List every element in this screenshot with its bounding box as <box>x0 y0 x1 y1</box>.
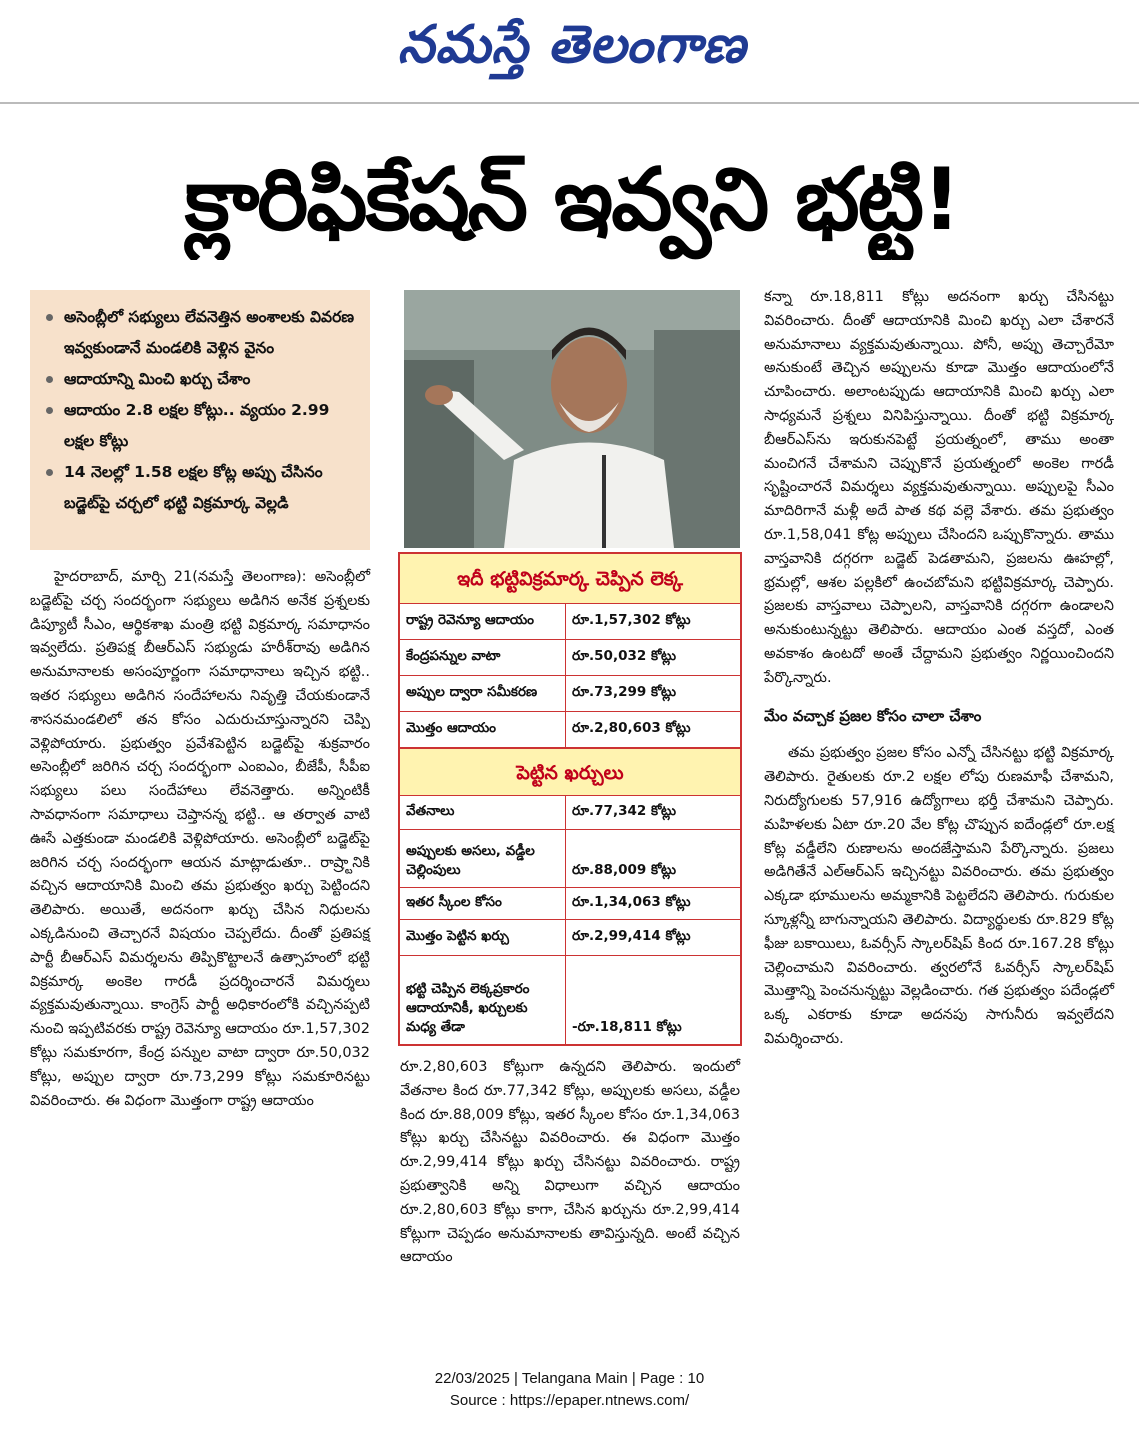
table-row <box>400 888 740 920</box>
budget-table <box>398 552 742 1046</box>
row-value: రూ.50,032 కోట్లు <box>572 648 677 664</box>
row-label: వేతనాలు <box>400 796 566 829</box>
table-row <box>400 640 740 676</box>
row-label: భట్టి చెప్పిన లెక్కప్రకారం ఆదాయానికీ, ఖర్చులకు మధ్య తేడా <box>400 956 566 1044</box>
table-row <box>400 796 740 830</box>
row-label: మొత్తం ఆదాయం <box>400 712 566 747</box>
table-row <box>400 920 740 956</box>
table-row <box>400 712 740 748</box>
highlight-item: 14 నెలల్లో 1.58 లక్షల కోట్ల అప్పు చేసినం బడ్జెట్‌పై చర్చలో భట్టి విక్రమార్క వెల్లడి <box>40 457 360 519</box>
row-value: -రూ.18,811 కోట్లు <box>572 1019 682 1035</box>
article-paragraph: రూ.2,80,603 కోట్లుగా ఉన్నదని తెలిపారు. ఇందులో వేతనాల కింద రూ.77,342 కోట్లు, అప్పులకు అసలు, వడ్డీల కింద రూ.88,009 కోట్లు, ఇతర స్కీంల కోసం రూ.1,34,063 కోట్లు ఖర్చు చేసినట్టు వివరించారు. ఈ విధంగా మొత్తం రూ.2,99,414 కోట్లు ఖర్చు చేసినట్టు వివరించారు. రాష్ట్ర ప్రభుత్వానికి అన్ని విధాలుగా వచ్చిన ఆదాయం రూ.2,80,603 కోట్లు కాగా, చేసిన ఖర్చును రూ.2,99,414 కోట్లుగా చెప్పడం అనుమానాలకు తావిస్తున్నది. అంటే వచ్చిన ఆదాయం <box>400 1059 740 1266</box>
masthead <box>0 0 1139 104</box>
news-photo <box>404 290 740 548</box>
row-label: కేంద్రపన్నుల వాటా <box>400 640 566 675</box>
row-label: ఇతర స్కీంల కోసం <box>400 888 566 919</box>
table-row <box>400 830 740 888</box>
row-label: అప్పులకు అసలు, వడ్డీల చెల్లింపులు <box>400 830 566 887</box>
article-paragraph: కన్నా రూ.18,811 కోట్లు అదనంగా ఖర్చు చేసినట్టు వివరించారు. దీంతో ఆదాయానికి మించి ఖర్చు ఎలా చేశారనే అనుమానాలు వ్యక్తమవుతున్నాయి. పోనీ, అప్పు తెచ్చారేమో అనుకుంటే తెచ్చిన అప్పులను కూడా మొత్తం ఆదాయంలోనే చూపించారు. అలాంటప్పుడు ఆదాయానికి మించి ఖర్చు ఎలా సాధ్యమనే ప్రశ్నలు వినిపిస్తున్నాయి. దీంతో భట్టి విక్రమార్క బీఆర్‌ఎస్‌ను ఇరుకునపెట్టే ప్రయత్నంలో, తాము అంతా మంచిగనే చేశామని చెప్పుకొనే ప్రయత్నంలో అంకెల గారడీ సృష్టించారనే విమర్శలు వ్యక్తమవుతున్నాయి. అప్పులపై సీఎం మాదిరిగానే మళ్లీ అదే పాత కథ వల్లె వేశారు. తమ ప్రభుత్వం రూ.1,58,041 కోట్ల అప్పులు చేసిందని ఒప్పుకొన్నారు. తాము వాస్తవానికి దగ్గరగా బడ్జెట్ పెడతామని, ప్రజలను ఊహల్లో, భ్రమల్లో, ఆశల పల్లకిలో ఉంచబోమని భట్టివిక్రమార్క చెప్పారు. ప్రజలకు వాస్తవాలు చెప్పాలని, వాస్తవానికి దగ్గరగా ఉండాలని అనుకుంటున్నట్టు తెలిపారు. ఆదాయం ఎంత వస్తదో, ఎంత అవకాశం ఉంటదో అంతే చేద్దామని ప్రభుత్వం నిర్ణయించిందని పేర్కొన్నారు. <box>764 289 1114 686</box>
row-label: మొత్తం పెట్టిన ఖర్చు <box>400 920 566 955</box>
article-paragraph: తమ ప్రభుత్వం ప్రజల కోసం ఎన్నో చేసినట్టు భట్టి విక్రమార్క తెలిపారు. రైతులకు రూ.2 లక్షల లోపు రుణమాఫీ చేశామని, నిరుద్యోగులకు 57,916 ఉద్యోగాలు భర్తీ చేశామని చెప్పారు. మహిళలకు ఏటా రూ.20 వేల కోట్ల చొప్పున ఐదేండ్లలో రూ.లక్ష కోట్ల వడ్డీలేని రుణాలను అందజేస్తామని పేర్కొన్నారు. ప్రజలు అడిగితేనే ఎల్‌ఆర్‌ఎస్ ఇచ్చినట్టు వివరించారు. తమ ప్రభుత్వం ఎక్కడా భూములను అమ్మకానికి పెట్టలేదని తెలిపారు. గురుకుల స్కూళ్లన్నీ బాగున్నాయని తెలిపారు. విద్యార్థులకు రూ.829 కోట్ల ఫీజు బకాయిలు, ఓవర్సీస్ స్కాలర్‌షిప్ కింద రూ.167.28 కోట్లు చెల్లించామని వివరించారు. త్వరలోనే ఓవర్సీస్ స్కాలర్‌షిప్ మొత్తాన్ని పెంచనున్నట్టు వెల్లడించారు. గత ప్రభుత్వం పదేండ్లలో ఒక్క ఎకరాకు కూడా అదనపు సాగునీరు ఇవ్వలేదని విమర్శించారు. <box>764 745 1114 1047</box>
headline: క్లారిఫికేషన్ ఇవ్వని భట్టి! <box>184 150 960 250</box>
row-value: రూ.77,342 కోట్లు <box>572 803 677 819</box>
table-row <box>400 956 740 1044</box>
table-title: ఇదీ భట్టివిక్రమార్క చెప్పిన లెక్క <box>400 554 740 604</box>
article-subheading: మేం వచ్చాక ప్రజల కోసం చాలా చేశాం <box>764 706 982 725</box>
row-value: రూ.2,80,603 కోట్లు <box>572 720 691 736</box>
row-label: రాష్ట్ర రెవెన్యూ ఆదాయం <box>400 604 566 639</box>
newspaper-logo: నమస్తే తెలంగాణ <box>397 14 747 75</box>
row-value: రూ.1,57,302 కోట్లు <box>572 612 691 628</box>
article-column-3 <box>764 286 1114 1052</box>
row-value: రూ.73,299 కోట్లు <box>572 684 677 700</box>
expense-title: పెట్టిన ఖర్చులు <box>400 748 740 796</box>
table-row <box>400 604 740 640</box>
row-label: అప్పుల ద్వారా సమీకరణ <box>400 676 566 711</box>
highlight-item: అసెంబ్లీలో సభ్యులు లేవనెత్తిన అంశాలకు వివరణ ఇవ్వకుండానే మండలికి వెళ్లిన వైనం <box>40 302 360 364</box>
footer-date-page: 22/03/2025 | Telangana Main | Page : 10 <box>434 1370 705 1387</box>
article-paragraph: హైదరాబాద్, మార్చి 21(నమస్తే తెలంగాణ): అసెంబ్లీలో బడ్జెట్‌పై చర్చ సందర్భంగా సభ్యులు అడిగిన అనేక ప్రశ్నలకు డిప్యూటీ సీఎం, ఆర్థికశాఖ మంత్రి భట్టి విక్రమార్క సమాధానం ఇవ్వలేదు. ప్రతిపక్ష బీఆర్‌ఎస్ సభ్యుడు హరీశ్‌రావు అడిగిన అనుమానాలకు అసంపూర్ణంగా సమాధానాలు ఇచ్చిన భట్టి.. ఇతర సభ్యులు అడిగిన సందేహాలను నివృత్తి చేయకుండానే శాసనమండలిలో తన కోసం ఎదురుచూస్తున్నారని చెప్పి వెళ్లిపోయారు. ప్రభుత్వం ప్రవేశపెట్టిన బడ్జెట్‌పై శుక్రవారం అసెంబ్లీలో జరిగిన చర్చ సందర్భంగా ఎంఐఎం, బీజేపీ, సీపీఐ సభ్యులు పలు సందేహాలు లేవనెత్తారు. అన్నింటికీ సావధానంగా సమాధాలు చెప్తానన్న భట్టి.. ఆ తర్వాత వాటి ఊసే ఎత్తకుండా మండలికి వెళ్లిపోయారు. అసెంబ్లీలో బడ్జెట్‌పై జరిగిన చర్చ సందర్భంగా ఆయన మాట్లాడుతూ.. రాష్ర్టానికి వచ్చిన ఆదాయానికి మించి తమ ప్రభుత్వం ఖర్చు పెట్టిందని తెలిపారు. అయితే, అదనంగా ఖర్చు చేసిన నిధులను ఎక్కడినుంచి తెచ్చారనే విషయం చెప్పలేదు. దీంతో ప్రతిపక్ష పార్టీ బీఆర్‌ఎస్ విమర్శలను తిప్పికొట్టాలనే ఉత్సాహంలో భట్టి విక్రమార్క అంకెల గారడీ ప్రదర్శించారనే విమర్శలు వ్యక్తమవుతున్నాయి. కాంగ్రెస్ పార్టీ అధికారంలోకి వచ్చినప్పటి నుంచి ఇప్పటివరకు రాష్ట్ర రెవెన్యూ ఆదాయం రూ.1,57,302 కోట్లు సమకూరగా, కేంద్ర పన్నుల వాటా ద్వారా రూ.50,032 కోట్లు, అప్పుల ద్వారా రూ.73,299 కోట్లు సమకూరినట్టు వివరించారు. ఈ విధంగా మొత్తంగా రాష్ట్ర ఆదాయం <box>30 569 370 1109</box>
highlights-box <box>30 290 370 550</box>
article-column-2 <box>400 1056 740 1270</box>
table-row <box>400 676 740 712</box>
row-value: రూ.1,34,063 కోట్లు <box>572 894 691 910</box>
row-value: రూ.2,99,414 కోట్లు <box>572 928 691 944</box>
footer-source: Source : https://epaper.ntnews.com/ <box>449 1392 690 1409</box>
highlight-item: ఆదాయాన్ని మించి ఖర్చు చేశాం <box>40 364 360 395</box>
row-value: రూ.88,009 కోట్లు <box>572 862 677 878</box>
person-speaking-photo <box>404 290 740 548</box>
highlight-item: ఆదాయం 2.8 లక్షల కోట్లు.. వ్యయం 2.99 లక్షల కోట్లు <box>40 395 360 457</box>
page-footer <box>0 1368 1139 1412</box>
article-column-1 <box>30 566 370 1113</box>
